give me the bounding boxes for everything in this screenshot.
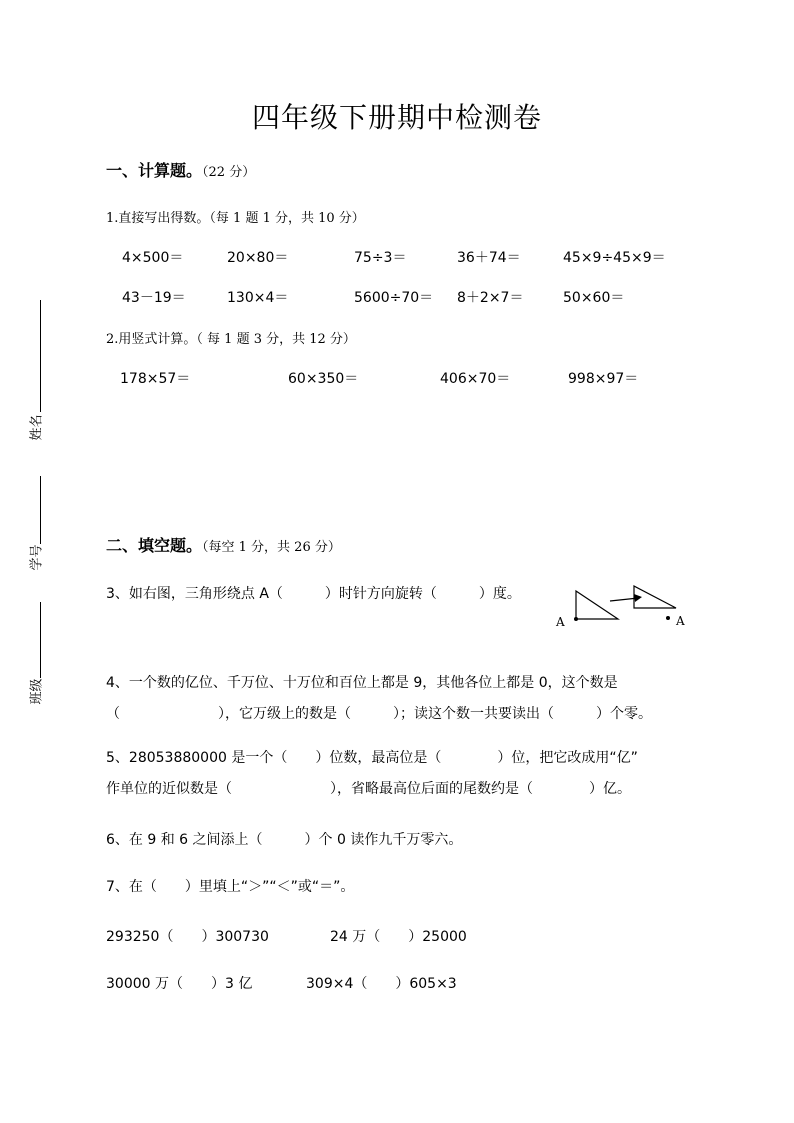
question-7: 7、在（ ）里填上“＞”“＜”或“＝”。 [106, 879, 355, 895]
section1-heading [106, 158, 255, 181]
equation: 43－19＝ [122, 290, 186, 306]
equation: 130×4＝ [227, 290, 289, 306]
figure-label-right: A [676, 614, 685, 628]
equation: 75÷3＝ [354, 250, 407, 266]
arrow-head [634, 594, 642, 602]
id-line [40, 476, 41, 544]
rotation-figure [552, 578, 692, 630]
equation: 5600÷70＝ [354, 290, 434, 306]
equation: 50×60＝ [563, 290, 625, 306]
id-label: 学号 [29, 544, 45, 571]
name-line [40, 300, 41, 412]
class-line [40, 602, 41, 678]
equation: 36＋74＝ [457, 250, 521, 266]
figure-label-left: A [556, 615, 565, 629]
pivot-point-right [666, 616, 670, 620]
vertical-calc-item: 178×57＝ [120, 371, 191, 387]
section2-note: （每空 1 分，共 26 分） [202, 540, 341, 555]
section1-heading-text: 一、计算题。 [106, 161, 203, 180]
vertical-calc-item: 998×97＝ [568, 371, 639, 387]
vertical-calc-item: 60×350＝ [288, 371, 359, 387]
equation: 8＋2×7＝ [457, 290, 524, 306]
question-4-line2: （ ），它万级上的数是（ ）；读这个数一共要读出（ ）个零。 [106, 706, 652, 722]
compare-item: 24 万（ ）25000 [330, 929, 467, 945]
part2-label: 2.用竖式计算。（ 每 1 题 3 分，共 12 分） [106, 332, 356, 347]
class-label: 班级 [29, 678, 45, 705]
question-5-line2: 作单位的近似数是（ ），省略最高位后面的尾数约是（ ）亿。 [106, 781, 631, 797]
question-4-line1: 4、一个数的亿位、千万位、十万位和百位上都是 9，其他各位上都是 0，这个数是 [106, 675, 618, 691]
section2-heading [106, 533, 341, 556]
equation: 20×80＝ [227, 250, 289, 266]
name-label: 姓名 [29, 414, 45, 441]
compare-item: 30000 万（ ）3 亿 [106, 976, 253, 992]
compare-item: 309×4（ ）605×3 [306, 976, 457, 992]
section1-note: （22 分） [202, 165, 256, 180]
pivot-point-left [574, 617, 578, 621]
equation: 45×9÷45×9＝ [563, 250, 666, 266]
equation: 4×500＝ [122, 250, 184, 266]
question-3: 3、如右图，三角形绕点 A（ ）时针方向旋转（ ）度。 [106, 586, 521, 602]
question-5-line1: 5、28053880000 是一个（ ）位数，最高位是（ ）位，把它改成用“亿” [106, 750, 638, 766]
triangle-original [576, 591, 618, 619]
compare-item: 293250（ ）300730 [106, 929, 269, 945]
question-6: 6、在 9 和 6 之间添上（ ）个 0 读作九千万零六。 [106, 832, 463, 848]
page-title: 四年级下册期中检测卷 [251, 101, 542, 134]
section2-heading-text: 二、填空题。 [106, 536, 203, 555]
vertical-calc-item: 406×70＝ [440, 371, 511, 387]
part1-label: 1.直接写出得数。（每 1 题 1 分，共 10 分） [106, 211, 365, 226]
